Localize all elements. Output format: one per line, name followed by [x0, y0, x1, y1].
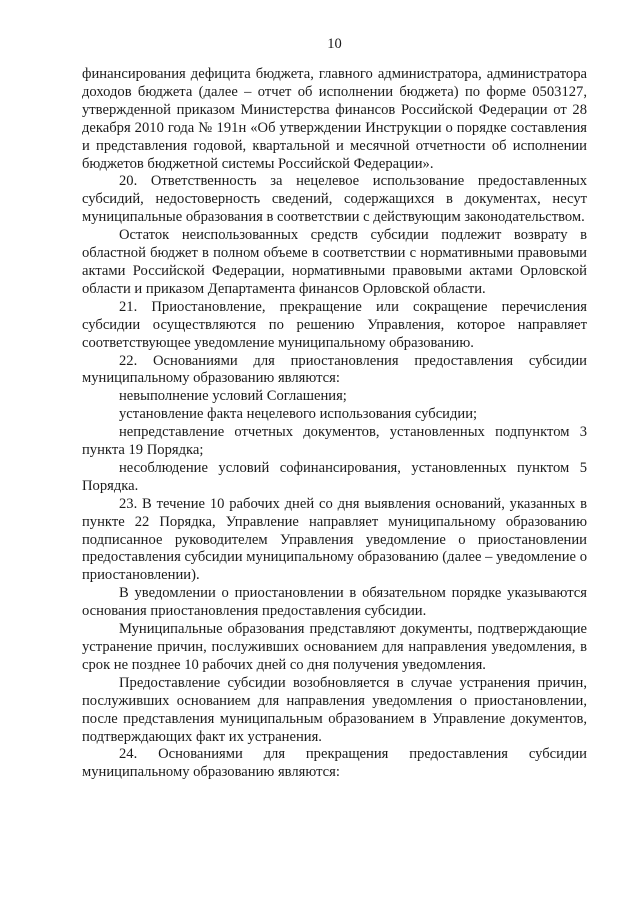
- page-number: 10: [327, 36, 342, 52]
- paragraph: 21. Приостановление, прекращение или сокращение перечисления субсидии осуществляются по решению Управления, которое направляет соответствующее уведомление муниципальному образованию.: [82, 298, 587, 351]
- paragraph: финансирования дефицита бюджета, главного администратора, администратора доходов бюджета (далее – отчет об исполнении бюджета) по форме 0503127, утвержденной приказом Министерства финансов Российской Федерации от 28 декабря 2010 года № 191н «Об утверждении Инструкции о порядке составления и представления годовой, квартальной и месячной отчетности об исполнении бюджетов бюджетной системы Российской Федерации».: [82, 66, 587, 172]
- list-item: непредставление отчетных документов, установленных подпунктом 3 пункта 19 Порядка;: [82, 424, 587, 459]
- list-item: установление факта нецелевого использования субсидии;: [119, 406, 478, 423]
- list-item: невыполнение условий Соглашения;: [119, 388, 347, 405]
- paragraph: Остаток неиспользованных средств субсидии подлежит возврату в областной бюджет в полном объеме в соответствии с нормативными правовыми актами Российской Федерации, нормативными правовыми актами Орловской области и приказом Департамента финансов Орловской области.: [82, 227, 587, 297]
- paragraph: 20. Ответственность за нецелевое использование предоставленных субсидий, недостоверность сведений, содержащихся в документах, несут муниципальные образования в соответствии с действующим законодательством.: [82, 173, 587, 226]
- paragraph: В уведомлении о приостановлении в обязательном порядке указываются основания приостановления предоставления субсидии.: [82, 585, 587, 620]
- document-body: [82, 66, 587, 782]
- paragraph: Муниципальные образования представляют документы, подтверждающие устранение причин, послуживших основанием для направления уведомления, в срок не позднее 10 рабочих дней со дня получения уведомления.: [82, 621, 587, 673]
- paragraph: 24. Основаниями для прекращения предоставления субсидии муниципальному образованию являются:: [82, 746, 587, 781]
- list-item: несоблюдение условий софинансирования, установленных пунктом 5 Порядка.: [82, 459, 587, 494]
- paragraph: 23. В течение 10 рабочих дней со дня выявления оснований, указанных в пункте 22 Порядка, Управление направляет муниципальному образованию подписанное руководителем Управления уведомление о приостановлении предоставления субсидии муниципальному образованию (далее – уведомление о приостановлении).: [82, 495, 587, 584]
- paragraph: 22. Основаниями для приостановления предоставления субсидии муниципальному образованию являются:: [82, 352, 587, 387]
- paragraph: Предоставление субсидии возобновляется в случае устранения причин, послуживших основанием для направления уведомления о приостановлении, после представления муниципальным образованием в Управление документов, подтверждающих факт их устранения.: [82, 674, 587, 745]
